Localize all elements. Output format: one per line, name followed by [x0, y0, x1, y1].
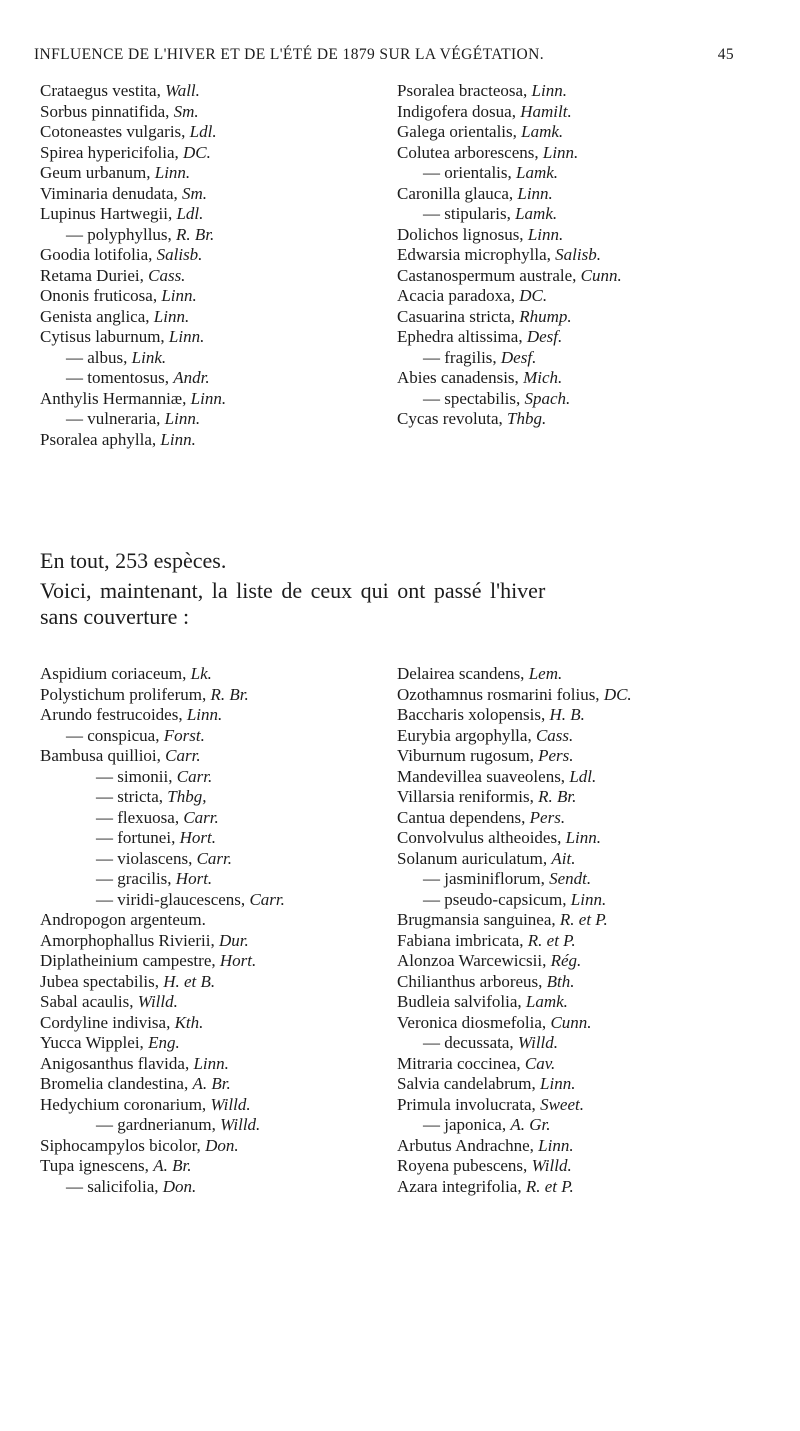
species-name: Crataegus vestita,	[40, 81, 161, 100]
species-name: Arundo festrucoides,	[40, 705, 183, 724]
species-name: — pseudo-capsicum,	[423, 889, 567, 909]
species-author: Salisb.	[555, 245, 601, 264]
species-author: Linn.	[164, 409, 201, 428]
species-author: Andr.	[173, 368, 210, 387]
species-name: Diplatheinium campestre,	[40, 951, 216, 970]
species-author: Dur.	[218, 930, 249, 950]
species-name: Brugmansia sanguinea,	[397, 910, 556, 929]
species-entry	[40, 849, 385, 870]
species-entry	[40, 81, 380, 102]
species-entry	[40, 1136, 385, 1157]
species-name: Delairea scandens,	[397, 664, 525, 683]
species-author: Linn.	[168, 327, 205, 346]
species-entry	[40, 430, 380, 451]
species-author: Lamk.	[515, 204, 558, 223]
species-entry	[397, 992, 757, 1013]
species-entry	[397, 1013, 757, 1034]
species-name: Veronica diosmefolia,	[397, 1012, 547, 1032]
species-entry	[397, 972, 757, 993]
species-entry	[397, 245, 757, 266]
species-name: Cycas revoluta,	[397, 409, 503, 428]
species-entry	[40, 726, 385, 747]
species-name: Spirea hypericifolia,	[40, 142, 179, 162]
species-entry	[40, 327, 380, 348]
species-name: Lupinus Hartwegii,	[40, 204, 173, 223]
species-entry	[397, 389, 757, 410]
species-author: Link.	[131, 347, 167, 367]
species-author: R. et P.	[527, 930, 576, 950]
species-entry	[397, 225, 757, 246]
species-entry	[40, 1013, 385, 1034]
species-name: Siphocampylos bicolor,	[40, 1135, 201, 1155]
species-entry	[397, 327, 757, 348]
species-entry	[397, 890, 757, 911]
species-name: — fortunei,	[96, 828, 176, 847]
species-name: Geum urbanum,	[40, 163, 151, 182]
species-author: Pers.	[529, 807, 566, 827]
species-entry	[40, 163, 380, 184]
species-entry	[40, 1156, 385, 1177]
species-name: Royena pubescens,	[397, 1156, 528, 1175]
species-entry	[397, 409, 757, 430]
species-name: Psoralea bracteosa,	[397, 81, 528, 100]
species-name: — viridi-glaucescens,	[96, 889, 246, 909]
species-entry	[40, 1177, 385, 1198]
species-name: Psoralea aphylla,	[40, 429, 157, 449]
species-author: Hort.	[179, 828, 216, 847]
species-author: Spach.	[524, 388, 571, 408]
species-entry	[397, 163, 757, 184]
species-name: — fragilis,	[423, 347, 497, 367]
species-author: R. Br.	[538, 787, 577, 806]
species-author: Linn.	[565, 828, 602, 847]
species-author: Linn.	[517, 183, 553, 203]
species-entry	[40, 143, 380, 164]
species-entry	[397, 664, 757, 685]
species-author: Willd.	[137, 992, 178, 1011]
species-author: Linn.	[186, 705, 223, 724]
species-entry	[40, 1033, 385, 1054]
species-name: Fabiana imbricata,	[397, 930, 524, 950]
species-entry	[397, 726, 757, 747]
species-name: Chilianthus arboreus,	[397, 971, 543, 991]
intro-line-1: Voici, maintenant, la liste de ceux qui ont passé l'hiver	[40, 578, 546, 603]
species-name: Aspidium coriaceum,	[40, 664, 187, 683]
species-entry	[397, 102, 757, 123]
species-author: Cass.	[148, 265, 186, 285]
species-entry	[40, 951, 385, 972]
species-name: Mandevillea suaveolens,	[397, 766, 566, 786]
species-entry	[397, 705, 757, 726]
species-name: Sorbus pinnatifida,	[40, 101, 170, 121]
species-entry	[40, 890, 385, 911]
species-entry	[40, 664, 385, 685]
species-author: Willd.	[517, 1033, 559, 1052]
species-name: Salvia candelabrum,	[397, 1074, 536, 1093]
species-entry	[397, 1033, 757, 1054]
species-entry	[40, 102, 380, 123]
species-entry	[397, 81, 757, 102]
species-name: — japonica,	[423, 1115, 507, 1134]
species-name: Anigosanthus flavida,	[40, 1053, 190, 1073]
species-author: Desf.	[526, 327, 563, 346]
species-name: Castanospermum australe,	[397, 265, 577, 285]
species-list-bottom-right	[397, 664, 757, 1197]
species-entry	[397, 266, 757, 287]
species-name: Villarsia reniformis,	[397, 787, 534, 806]
species-entry	[40, 1054, 385, 1075]
species-name: Tupa ignescens,	[40, 1156, 149, 1175]
species-entry	[40, 122, 380, 143]
species-author: Linn.	[570, 889, 607, 909]
species-name: Polystichum proliferum,	[40, 684, 207, 704]
species-entry	[397, 204, 757, 225]
species-author: Lem.	[528, 664, 563, 683]
species-name: Caronilla glauca,	[397, 183, 514, 203]
species-name: Colutea arborescens,	[397, 142, 539, 162]
species-author: Linn.	[193, 1053, 229, 1073]
species-author: Cunn.	[580, 265, 622, 285]
intro-line-2: sans couverture :	[40, 604, 190, 629]
species-name: Baccharis xolopensis,	[397, 705, 546, 724]
species-total: En tout, 253 espèces.	[40, 548, 227, 573]
species-author: DC.	[183, 142, 211, 162]
species-author: Bth.	[546, 971, 575, 991]
species-entry	[40, 746, 385, 767]
species-entry	[40, 286, 380, 307]
species-author: Cass.	[535, 725, 574, 745]
species-author: Don.	[205, 1135, 239, 1155]
species-author: Ldl.	[189, 122, 217, 141]
species-entry	[397, 828, 757, 849]
species-name: — vulneraria,	[66, 409, 161, 428]
species-author: Linn.	[527, 224, 564, 244]
species-name: Budleia salvifolia,	[397, 992, 522, 1011]
species-entry	[397, 122, 757, 143]
species-entry	[40, 368, 380, 389]
species-name: Hedychium coronarium,	[40, 1094, 207, 1114]
species-entry	[397, 808, 757, 829]
species-entry	[397, 869, 757, 890]
species-entry	[40, 245, 380, 266]
species-author: Linn.	[160, 429, 196, 449]
species-name: — orientalis,	[423, 163, 512, 182]
species-entry	[40, 685, 385, 706]
species-author: Cav.	[524, 1053, 556, 1073]
species-name: Andropogon argenteum.	[40, 910, 206, 929]
species-author: Willd.	[220, 1115, 261, 1134]
species-entry	[397, 368, 757, 389]
species-author: Thbg,	[167, 787, 207, 806]
species-name: — conspicua,	[66, 725, 160, 745]
species-entry	[397, 1156, 757, 1177]
species-entry	[40, 931, 385, 952]
species-entry	[40, 389, 380, 410]
species-author: Carr.	[183, 807, 219, 827]
species-author: Linn.	[542, 142, 579, 162]
species-author: Sweet.	[540, 1094, 584, 1114]
species-name: Sabal acaulis,	[40, 992, 134, 1011]
species-author: Wall.	[165, 81, 200, 100]
species-entry	[397, 951, 757, 972]
species-name: Genista anglica,	[40, 306, 150, 326]
species-author: Linn.	[154, 163, 191, 182]
species-author: Eng.	[148, 1033, 180, 1052]
species-entry	[40, 992, 385, 1013]
species-name: Indigofera dosua,	[397, 101, 516, 121]
species-author: Carr.	[176, 766, 213, 786]
species-author: Ldl.	[569, 766, 597, 786]
species-name: — stricta,	[96, 787, 164, 806]
species-author: H. B.	[549, 705, 585, 724]
species-author: Hort.	[175, 869, 213, 888]
species-author: R. Br.	[176, 224, 215, 244]
species-name: Abies canadensis,	[397, 368, 519, 387]
species-entry	[397, 1054, 757, 1075]
species-name: Viminaria denudata,	[40, 183, 178, 203]
species-name: Azara integrifolia,	[397, 1176, 522, 1196]
species-name: Ononis fruticosa,	[40, 286, 158, 305]
species-author: Sm.	[182, 183, 208, 203]
species-author: Lamk.	[525, 992, 568, 1011]
species-name: — gardnerianum,	[96, 1115, 216, 1134]
species-author: Lamk.	[516, 163, 559, 182]
species-entry	[397, 348, 757, 369]
species-author: Carr.	[196, 848, 233, 868]
species-name: — violascens,	[96, 848, 193, 868]
species-entry	[40, 409, 380, 430]
species-entry	[40, 910, 385, 931]
species-entry	[397, 1115, 757, 1136]
species-list-top-right	[397, 81, 757, 430]
species-name: Bambusa quillioi,	[40, 746, 161, 765]
species-entry	[397, 1177, 757, 1198]
species-name: Mitraria coccinea,	[397, 1053, 521, 1073]
species-name: — gracilis,	[96, 869, 172, 888]
species-name: Jubea spectabilis,	[40, 971, 159, 991]
species-author: Salisb.	[156, 245, 203, 264]
species-entry	[40, 1115, 385, 1136]
species-author: Sendt.	[549, 869, 592, 888]
species-author: Linn.	[161, 286, 197, 305]
species-entry	[397, 307, 757, 328]
species-name: Dolichos lignosus,	[397, 224, 524, 244]
species-author: Linn.	[538, 1135, 574, 1155]
species-entry	[40, 225, 380, 246]
species-name: — polyphyllus,	[66, 224, 172, 244]
species-author: Hamilt.	[520, 101, 572, 121]
species-entry	[40, 705, 385, 726]
species-author: Hort.	[219, 951, 257, 970]
species-entry	[397, 910, 757, 931]
species-entry	[40, 1095, 385, 1116]
species-author: Forst.	[163, 725, 205, 745]
species-entry	[40, 972, 385, 993]
species-name: Yucca Wipplei,	[40, 1033, 144, 1052]
species-author: R. Br.	[210, 684, 249, 704]
species-entry	[40, 1074, 385, 1095]
species-author: Pers.	[538, 746, 574, 765]
species-author: R. et P.	[525, 1176, 574, 1196]
species-author: Lamk.	[521, 122, 564, 141]
species-author: Rhump.	[519, 306, 572, 326]
species-author: Sm.	[173, 101, 199, 121]
species-name: Primula involucrata,	[397, 1094, 536, 1114]
species-author: Carr.	[249, 889, 285, 909]
species-author: H. et B.	[163, 971, 216, 991]
species-name: Solanum auriculatum,	[397, 848, 548, 868]
species-name: Arbutus Andrachne,	[397, 1135, 534, 1155]
species-name: Acacia paradoxa,	[397, 286, 515, 305]
species-entry	[40, 307, 380, 328]
species-name: — stipularis,	[423, 204, 511, 223]
species-entry	[397, 286, 757, 307]
species-author: Linn.	[540, 1074, 576, 1093]
species-entry	[40, 787, 385, 808]
species-name: Cytisus laburnum,	[40, 327, 165, 346]
species-entry	[397, 767, 757, 788]
species-name: — spectabilis,	[423, 388, 521, 408]
species-author: Linn.	[153, 306, 190, 326]
species-entry	[40, 348, 380, 369]
species-author: Ait.	[551, 848, 576, 868]
species-author: Ldl.	[176, 204, 204, 223]
species-entry	[397, 685, 757, 706]
species-name: Ozothamnus rosmarini folius,	[397, 684, 600, 704]
species-author: DC.	[519, 286, 548, 305]
species-entry	[397, 746, 757, 767]
species-name: — flexuosa,	[96, 807, 180, 827]
species-author: Linn.	[190, 388, 227, 408]
species-author: Willd.	[531, 1156, 572, 1175]
species-entry	[40, 204, 380, 225]
species-entry	[397, 787, 757, 808]
species-list-bottom-left	[40, 664, 385, 1197]
species-author: Desf.	[500, 347, 537, 367]
species-name: Amorphophallus Rivierii,	[40, 930, 215, 950]
species-name: — salicifolia,	[66, 1176, 159, 1196]
species-name: Cordyline indivisa,	[40, 1012, 171, 1032]
species-author: Linn.	[531, 81, 567, 100]
species-entry	[397, 184, 757, 205]
species-author: Mich.	[523, 368, 563, 387]
species-entry	[40, 184, 380, 205]
species-entry	[397, 1074, 757, 1095]
species-author: DC.	[603, 684, 632, 704]
species-name: Anthylis Hermanniæ,	[40, 388, 187, 408]
species-entry	[40, 808, 385, 829]
species-entry	[397, 931, 757, 952]
species-name: — decussata,	[423, 1033, 514, 1052]
species-entry	[40, 828, 385, 849]
species-author: Cunn.	[550, 1012, 592, 1032]
species-name: Eurybia argophylla,	[397, 725, 532, 745]
species-name: — tomentosus,	[66, 368, 169, 387]
species-name: Retama Duriei,	[40, 265, 144, 285]
species-entry	[40, 869, 385, 890]
species-author: Thbg.	[507, 409, 547, 428]
species-entry	[397, 143, 757, 164]
species-author: Don.	[162, 1176, 197, 1196]
species-name: Goodia lotifolia,	[40, 245, 153, 264]
species-name: Ephedra altissima,	[397, 327, 523, 346]
species-entry	[40, 767, 385, 788]
species-name: Cotoneastes vulgaris,	[40, 122, 186, 141]
species-author: Kth.	[174, 1012, 204, 1032]
species-author: Carr.	[165, 746, 201, 765]
intro-paragraph	[40, 578, 740, 630]
species-name: — simonii,	[96, 766, 173, 786]
species-author: Rég.	[550, 951, 582, 970]
species-entry	[397, 1095, 757, 1116]
species-list-top-left	[40, 81, 380, 450]
species-name: Edwarsia microphylla,	[397, 245, 551, 264]
page-number: 45	[717, 46, 734, 63]
species-name: — jasminiflorum,	[423, 869, 545, 888]
species-name: Alonzoa Warcewicsii,	[397, 951, 547, 970]
species-author: Willd.	[210, 1094, 251, 1114]
species-name: Casuarina stricta,	[397, 306, 516, 326]
species-author: A. Br.	[192, 1074, 231, 1093]
species-author: R. et P.	[559, 910, 608, 929]
running-title: INFLUENCE DE L'HIVER ET DE L'ÉTÉ DE 1879 SUR LA VÉGÉTATION.	[34, 46, 544, 63]
species-name: Galega orientalis,	[397, 122, 517, 141]
species-entry	[397, 849, 757, 870]
species-name: Convolvulus altheoides,	[397, 828, 562, 847]
species-name: Bromelia clandestina,	[40, 1074, 189, 1093]
species-author: A. Gr.	[510, 1115, 551, 1134]
species-author: Lk.	[190, 664, 212, 683]
species-name: — albus,	[66, 347, 128, 367]
species-entry	[40, 266, 380, 287]
species-author: A. Br.	[153, 1156, 192, 1175]
species-name: Cantua dependens,	[397, 807, 526, 827]
species-entry	[397, 1136, 757, 1157]
species-name: Viburnum rugosum,	[397, 746, 534, 765]
